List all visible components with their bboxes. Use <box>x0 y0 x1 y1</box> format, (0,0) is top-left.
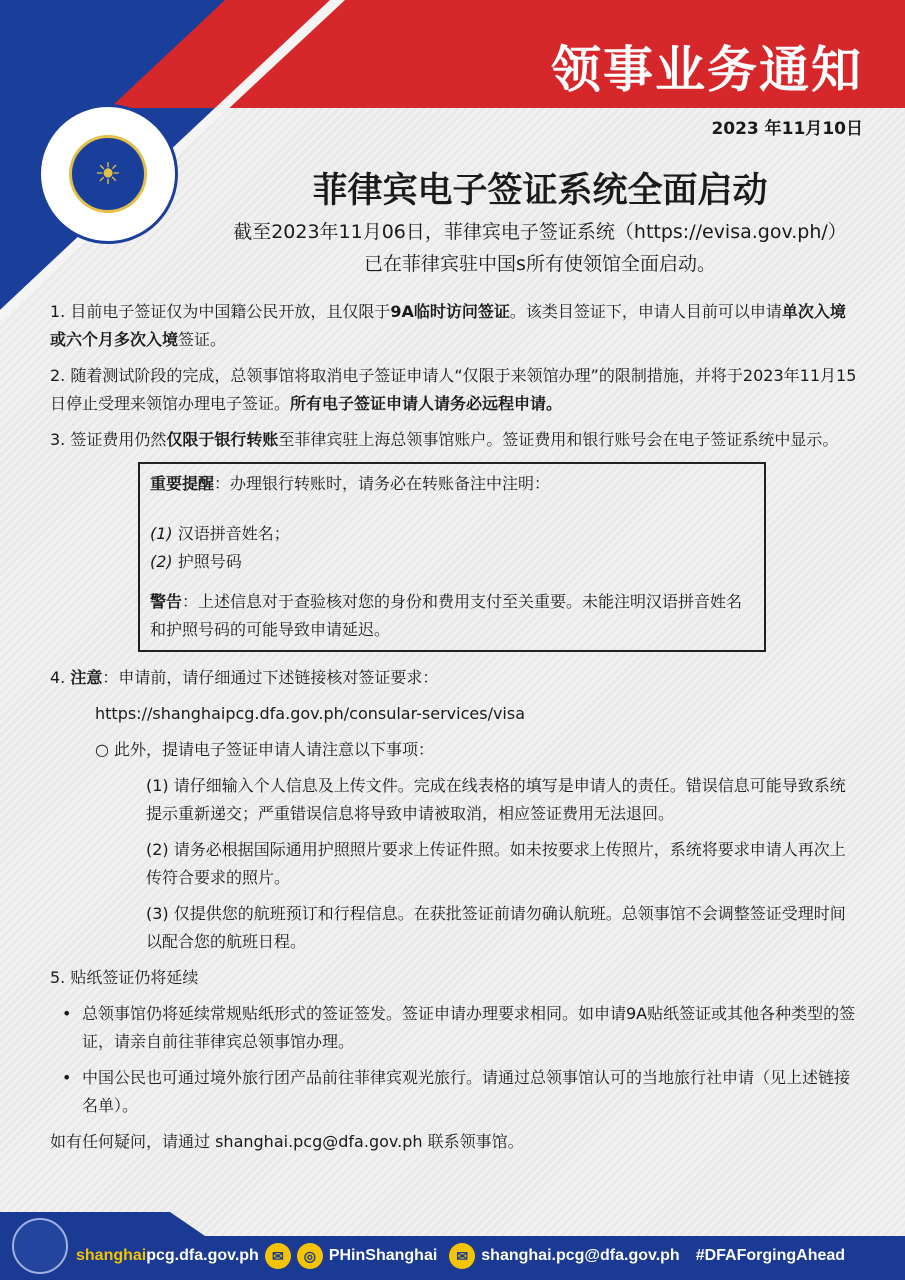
footer-contacts <box>76 1240 901 1272</box>
item-1 <box>50 298 860 354</box>
text-run: 护照号码 <box>172 552 242 571</box>
consulate-seal-logo <box>38 104 178 244</box>
box-point-1 <box>150 520 754 548</box>
subheading-line: 截至2023年11月06日，菲律宾电子签证系统（https://evisa.gov.ph/） <box>233 221 847 243</box>
box-point-2 <box>150 548 754 576</box>
subheading-line: 已在菲律宾驻中国s所有使领馆全面启动。 <box>364 253 716 275</box>
page-title: 菲律宾电子签证系统全面启动 <box>312 171 768 211</box>
footer-social-handle[interactable]: PHinShanghai <box>328 1247 438 1264</box>
instagram-icon: ◎ <box>297 1243 323 1269</box>
item-2 <box>50 362 860 418</box>
visa-requirements-link[interactable]: https://shanghaipcg.dfa.gov.ph/consular-services/visa <box>95 704 526 723</box>
box-warning <box>150 588 754 644</box>
item-5-bullet-1 <box>62 1000 860 1056</box>
contact-text: 如有任何疑问，请通过 <box>50 1132 216 1151</box>
item-3 <box>50 426 860 454</box>
text-run: (2) <box>150 552 173 571</box>
website-rest: pcg.dfa.gov.ph <box>146 1247 259 1264</box>
text-run: (1) <box>150 524 173 543</box>
item-4-point-2: (2) 请务必根据国际通用护照照片要求上传证件照。如未按要求上传照片，系统将要求申请人再次上传符合要求的照片。 <box>146 840 846 887</box>
subheading <box>190 216 890 280</box>
bold-text: 单次入境或六个月多次入境 <box>50 302 846 349</box>
text-run: 至菲律宾驻上海总领事馆账户。签证费用和银行账号会在电子签证系统中显示。 <box>278 430 839 449</box>
footer-website[interactable] <box>76 1247 259 1265</box>
item-4-point-1: (1) 请仔细输入个人信息及上传文件。完成在线表格的填写是申请人的责任。错误信息可能导致系统提示重新递交；严重错误信息将导致申请被取消，相应签证费用无法退回。 <box>146 776 846 823</box>
item-4 <box>50 664 860 692</box>
item-5: 5. 贴纸签证仍将延续 <box>50 968 199 987</box>
bullet-icon: • <box>62 1004 72 1023</box>
text-run: 4. <box>50 668 71 687</box>
sun-star-icon: ☀ <box>69 135 147 213</box>
important-notice-box <box>138 462 766 652</box>
text-run: 汉语拼音姓名； <box>172 524 290 543</box>
bold-text: 警告 <box>150 592 183 611</box>
text-run: 1. 目前电子签证仅为中国籍公民开放，且仅限于 <box>50 302 391 321</box>
notice-title: 领事业务通知 <box>551 41 863 99</box>
text-run: 2. 随着测试阶段的完成，总领事馆将取消电子签证申请人“仅限于来领馆办理”的限制措施，并将于2023年11月15日停止受理来领馆办理电子签证。 <box>50 366 857 413</box>
bullet-text: 总领事馆仍将延续常规贴纸形式的签证签发。签证申请办理要求相同。如申请9A贴纸签证或其他各种类型的签证，请亲自前往菲律宾总领事馆办理。 <box>82 1004 856 1051</box>
wechat-icon: ✉︎ <box>265 1243 291 1269</box>
text-run: 。该类目签证下，申请人目前可以申请 <box>509 302 782 321</box>
bold-text: 重要提醒 <box>150 474 215 493</box>
bullet-icon: • <box>62 1068 72 1087</box>
email-icon: ✉ <box>449 1243 475 1269</box>
text-run: 签证。 <box>178 330 227 349</box>
notice-body <box>50 298 860 1164</box>
contact-text: 联系领事馆。 <box>422 1132 524 1151</box>
contact-email-link[interactable]: shanghai.pcg@dfa.gov.ph <box>215 1132 423 1151</box>
item-4-point-3: (3) 仅提供您的航班预订和行程信息。在获批签证前请勿确认航班。总领事馆不会调整签证受理时间以配合您的航班日程。 <box>146 904 846 951</box>
bold-text: 注意 <box>70 668 103 687</box>
footer-email[interactable]: shanghai.pcg@dfa.gov.ph <box>481 1247 680 1264</box>
text-run: 3. 签证费用仍然 <box>50 430 167 449</box>
item-5-bullet-2 <box>62 1064 860 1120</box>
bullet-text: 中国公民也可通过境外旅行团产品前往菲律宾观光旅行。请通过总领事馆认可的当地旅行社申请（见上述链接名单）。 <box>82 1068 851 1115</box>
footer-hashtag: #DFAForgingAhead <box>695 1247 846 1264</box>
text-run: ：申请前，请仔细通过下述链接核对签证要求： <box>102 668 439 687</box>
text-run: ：办理银行转账时，请务必在转账备注中注明： <box>214 474 551 493</box>
notice-date: 2023 年11月10日 <box>711 119 863 139</box>
website-bold: shanghai <box>76 1247 147 1264</box>
bold-text: 9A临时访问签证 <box>390 302 510 321</box>
text-run: ：上述信息对于查验核对您的身份和费用支付至关重要。未能注明汉语拼音姓名和护照号码的可能导致申请延迟。 <box>150 592 743 639</box>
bold-text: 所有电子签证申请人请务必远程申请。 <box>290 394 563 413</box>
contact-line <box>50 1128 860 1156</box>
dfa-seal-logo <box>12 1218 68 1274</box>
box-reminder <box>150 470 754 498</box>
item-4-subnote: ○ 此外，提请电子签证申请人请注意以下事项： <box>95 740 435 759</box>
bold-text: 仅限于银行转账 <box>166 430 279 449</box>
